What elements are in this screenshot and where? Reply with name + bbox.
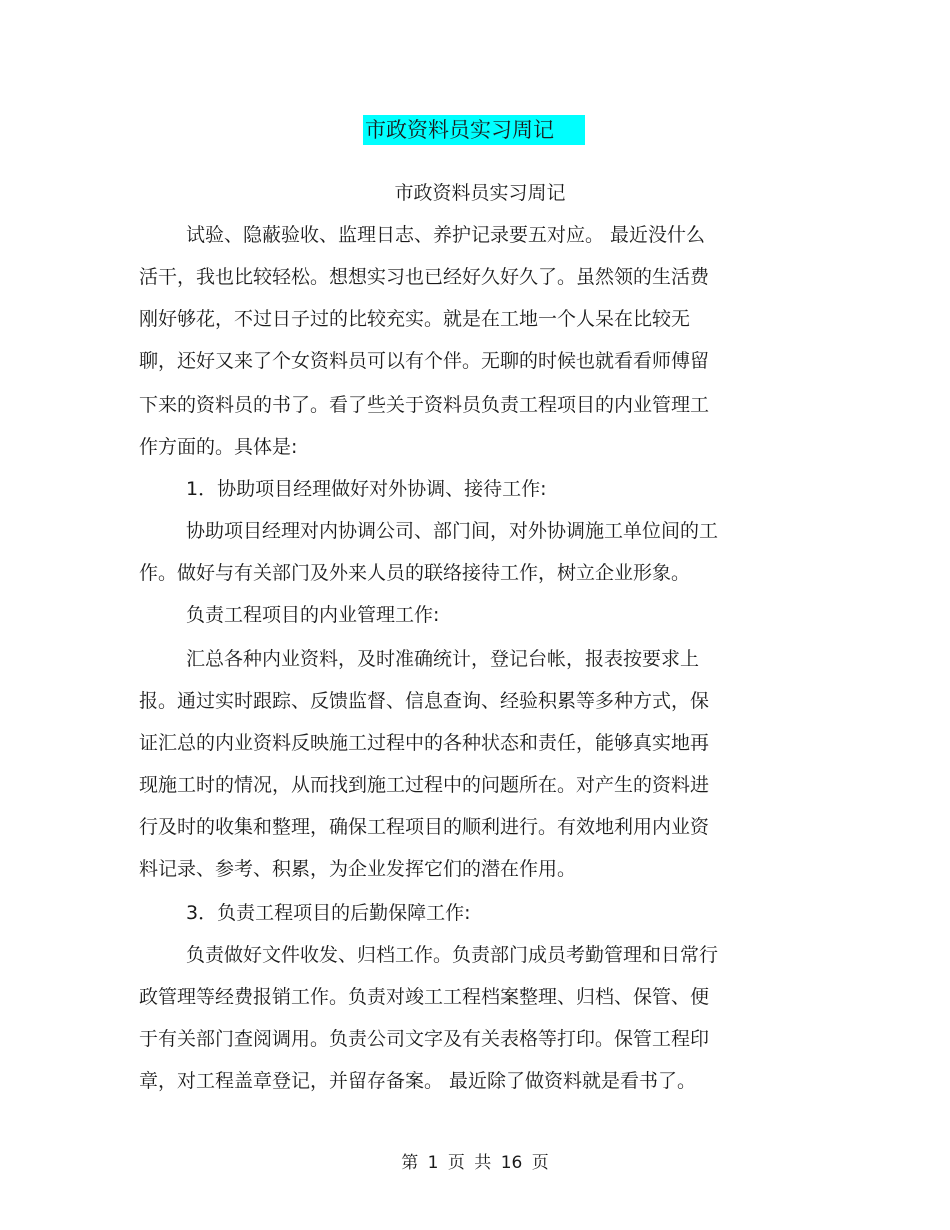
page-footer: 第 1 页 共 16 页 (401, 1153, 549, 1173)
body-line: 活干，我也比较轻松。想想实习也已经好久好久了。虽然领的生活费 (139, 266, 710, 288)
body-line: 行及时的收集和整理，确保工程项目的顺利进行。有效地利用内业资 (139, 816, 710, 838)
body-line: 聊，还好又来了个女资料员可以有个伴。无聊的时候也就看看师傅留 (139, 350, 710, 372)
list-heading: 1．协助项目经理做好对外协调、接待工作: (186, 478, 547, 500)
body-line: 于有关部门查阅调用。负责公司文字及有关表格等打印。保管工程印 (139, 1028, 710, 1050)
body-line: 料记录、参考、积累，为企业发挥它们的潜在作用。 (139, 858, 577, 880)
body-line: 下来的资料员的书了。看了些关于资料员负责工程项目的内业管理工 (139, 394, 710, 416)
body-line: 证汇总的内业资料反映施工过程中的各种状态和责任，能够真实地再 (139, 732, 710, 754)
body-line: 汇总各种内业资料，及时准确统计，登记台帐，报表按要求上 (186, 648, 700, 670)
body-line: 现施工时的情况，从而找到施工过程中的问题所在。对产生的资料进 (139, 774, 710, 796)
body-line: 作。做好与有关部门及外来人员的联络接待工作，树立企业形象。 (139, 562, 691, 584)
document-title: 市政资料员实习周记 (363, 115, 585, 145)
list-heading: 负责工程项目的内业管理工作: (186, 604, 440, 626)
document-subtitle: 市政资料员实习周记 (394, 182, 566, 204)
body-line: 协助项目经理对内协调公司、部门间，对外协调施工单位间的工 (186, 520, 719, 542)
body-line: 政管理等经费报销工作。负责对竣工工程档案整理、归档、保管、便 (139, 986, 710, 1008)
body-line: 报。通过实时跟踪、反馈监督、信息查询、经验积累等多种方式，保 (139, 690, 710, 712)
body-line: 章，对工程盖章登记，并留存备案。 最近除了做资料就是看书了。 (139, 1070, 697, 1092)
body-line: 负责做好文件收发、归档工作。负责部门成员考勤管理和日常行 (186, 944, 719, 966)
body-line: 作方面的。具体是: (139, 436, 298, 458)
body-line: 试验、隐蔽验收、监理日志、养护记录要五对应。 最近没什么 (186, 224, 706, 246)
list-heading: 3．负责工程项目的后勤保障工作: (186, 902, 471, 924)
body-line: 刚好够花，不过日子过的比较充实。就是在工地一个人呆在比较无 (139, 308, 691, 330)
